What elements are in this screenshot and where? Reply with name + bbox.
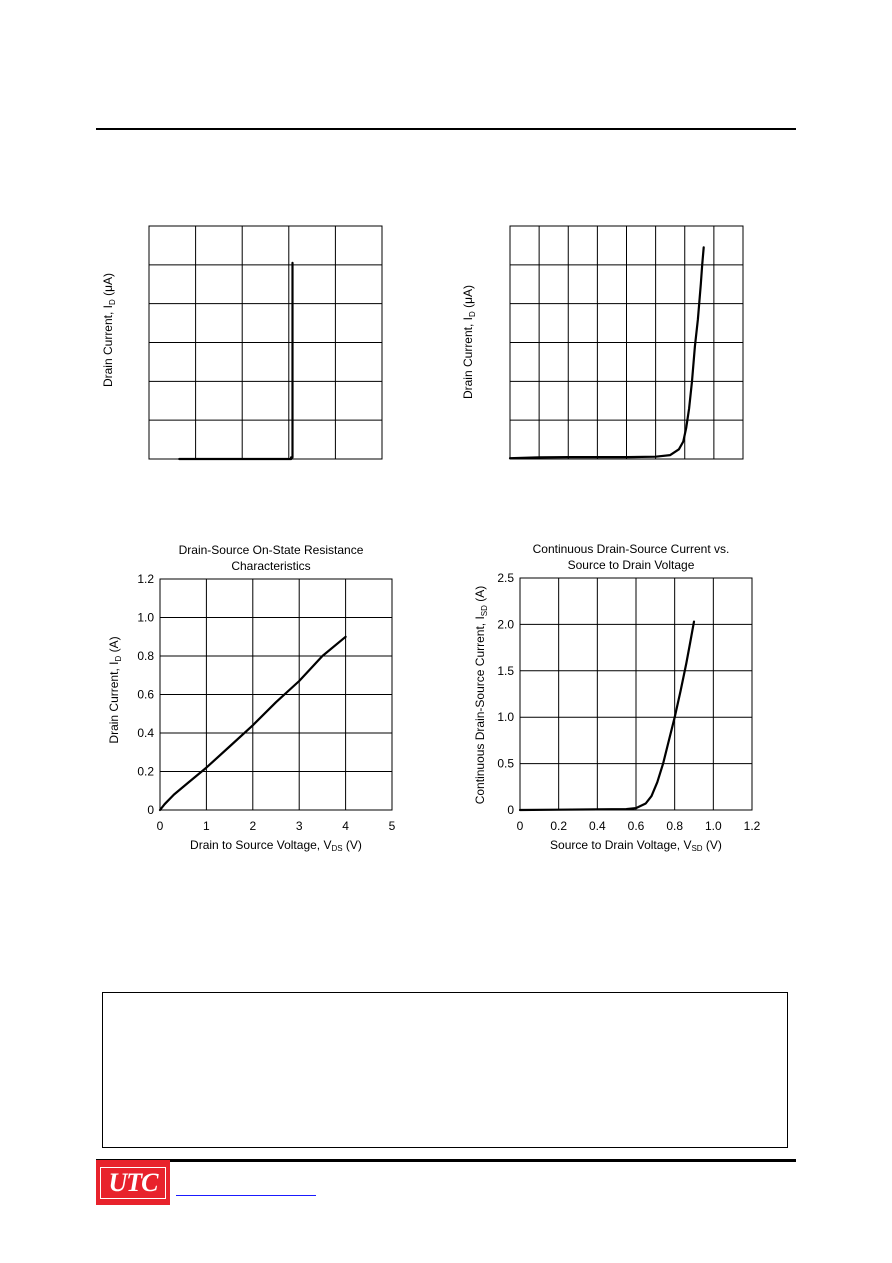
y-tick-label: 0.8 bbox=[137, 649, 154, 663]
x-tick-label: 3 bbox=[295, 819, 303, 833]
chart-title: Characteristics bbox=[231, 559, 311, 573]
website-link[interactable] bbox=[176, 1195, 316, 1196]
x-tick-label: 0.8 bbox=[666, 819, 684, 833]
chart-2 bbox=[107, 543, 396, 853]
chart-title: Source to Drain Voltage bbox=[567, 558, 695, 572]
utc-logo bbox=[96, 1160, 170, 1205]
y-axis-label: Continuous Drain-Source Current, $I_{SD}$ (A) bbox=[473, 585, 489, 805]
x-tick-label: 2 bbox=[249, 819, 257, 833]
y-tick-label: 1.5 bbox=[497, 663, 514, 678]
series-line bbox=[520, 622, 694, 810]
logo-text: UTC bbox=[108, 1167, 158, 1197]
x-tick-label: 0.6 bbox=[627, 819, 645, 833]
chart-title: Drain-Source On-State Resistance bbox=[178, 543, 364, 557]
x-tick-label: 0 bbox=[516, 819, 524, 833]
y-tick-label: 1.2 bbox=[137, 572, 154, 586]
y-tick-label: 2.0 bbox=[497, 617, 514, 632]
chart-0 bbox=[101, 226, 382, 459]
x-tick-label: 0 bbox=[156, 819, 164, 833]
x-tick-label: 5 bbox=[388, 819, 396, 833]
y-tick-label: 0.4 bbox=[137, 726, 154, 740]
x-axis-label: Drain to Source Voltage, VDS (V) bbox=[190, 838, 362, 853]
y-tick-label: 0.6 bbox=[137, 687, 154, 702]
y-tick-label: 1.0 bbox=[137, 610, 154, 625]
x-axis-label: Source to Drain Voltage, VSD (V) bbox=[550, 838, 722, 853]
y-axis-label: Drain Current, $I_D$ (μA) bbox=[461, 284, 477, 400]
y-tick-label: 0.2 bbox=[137, 764, 154, 779]
x-tick-label: 0.2 bbox=[550, 819, 568, 833]
chart-title: Continuous Drain-Source Current vs. bbox=[532, 542, 730, 556]
x-tick-label: 0.4 bbox=[588, 819, 606, 833]
y-tick-label: 0 bbox=[147, 803, 154, 817]
series-line bbox=[179, 263, 292, 459]
y-tick-label: 1.0 bbox=[497, 710, 514, 725]
x-tick-label: 1.2 bbox=[743, 819, 761, 833]
x-tick-label: 4 bbox=[342, 819, 349, 833]
chart-3 bbox=[473, 542, 761, 853]
x-tick-label: 1 bbox=[203, 819, 210, 833]
y-axis-label: Drain Current, $I_D$ (μA) bbox=[101, 272, 117, 388]
notice-box bbox=[102, 992, 788, 1148]
y-tick-label: 0.5 bbox=[497, 756, 514, 771]
x-tick-label: 1.0 bbox=[704, 819, 722, 833]
chart-1 bbox=[461, 226, 743, 459]
y-tick-label: 2.5 bbox=[497, 571, 514, 585]
y-axis-label: Drain Current, $I_D$ (A) bbox=[107, 636, 123, 744]
y-tick-label: 0 bbox=[507, 803, 514, 817]
